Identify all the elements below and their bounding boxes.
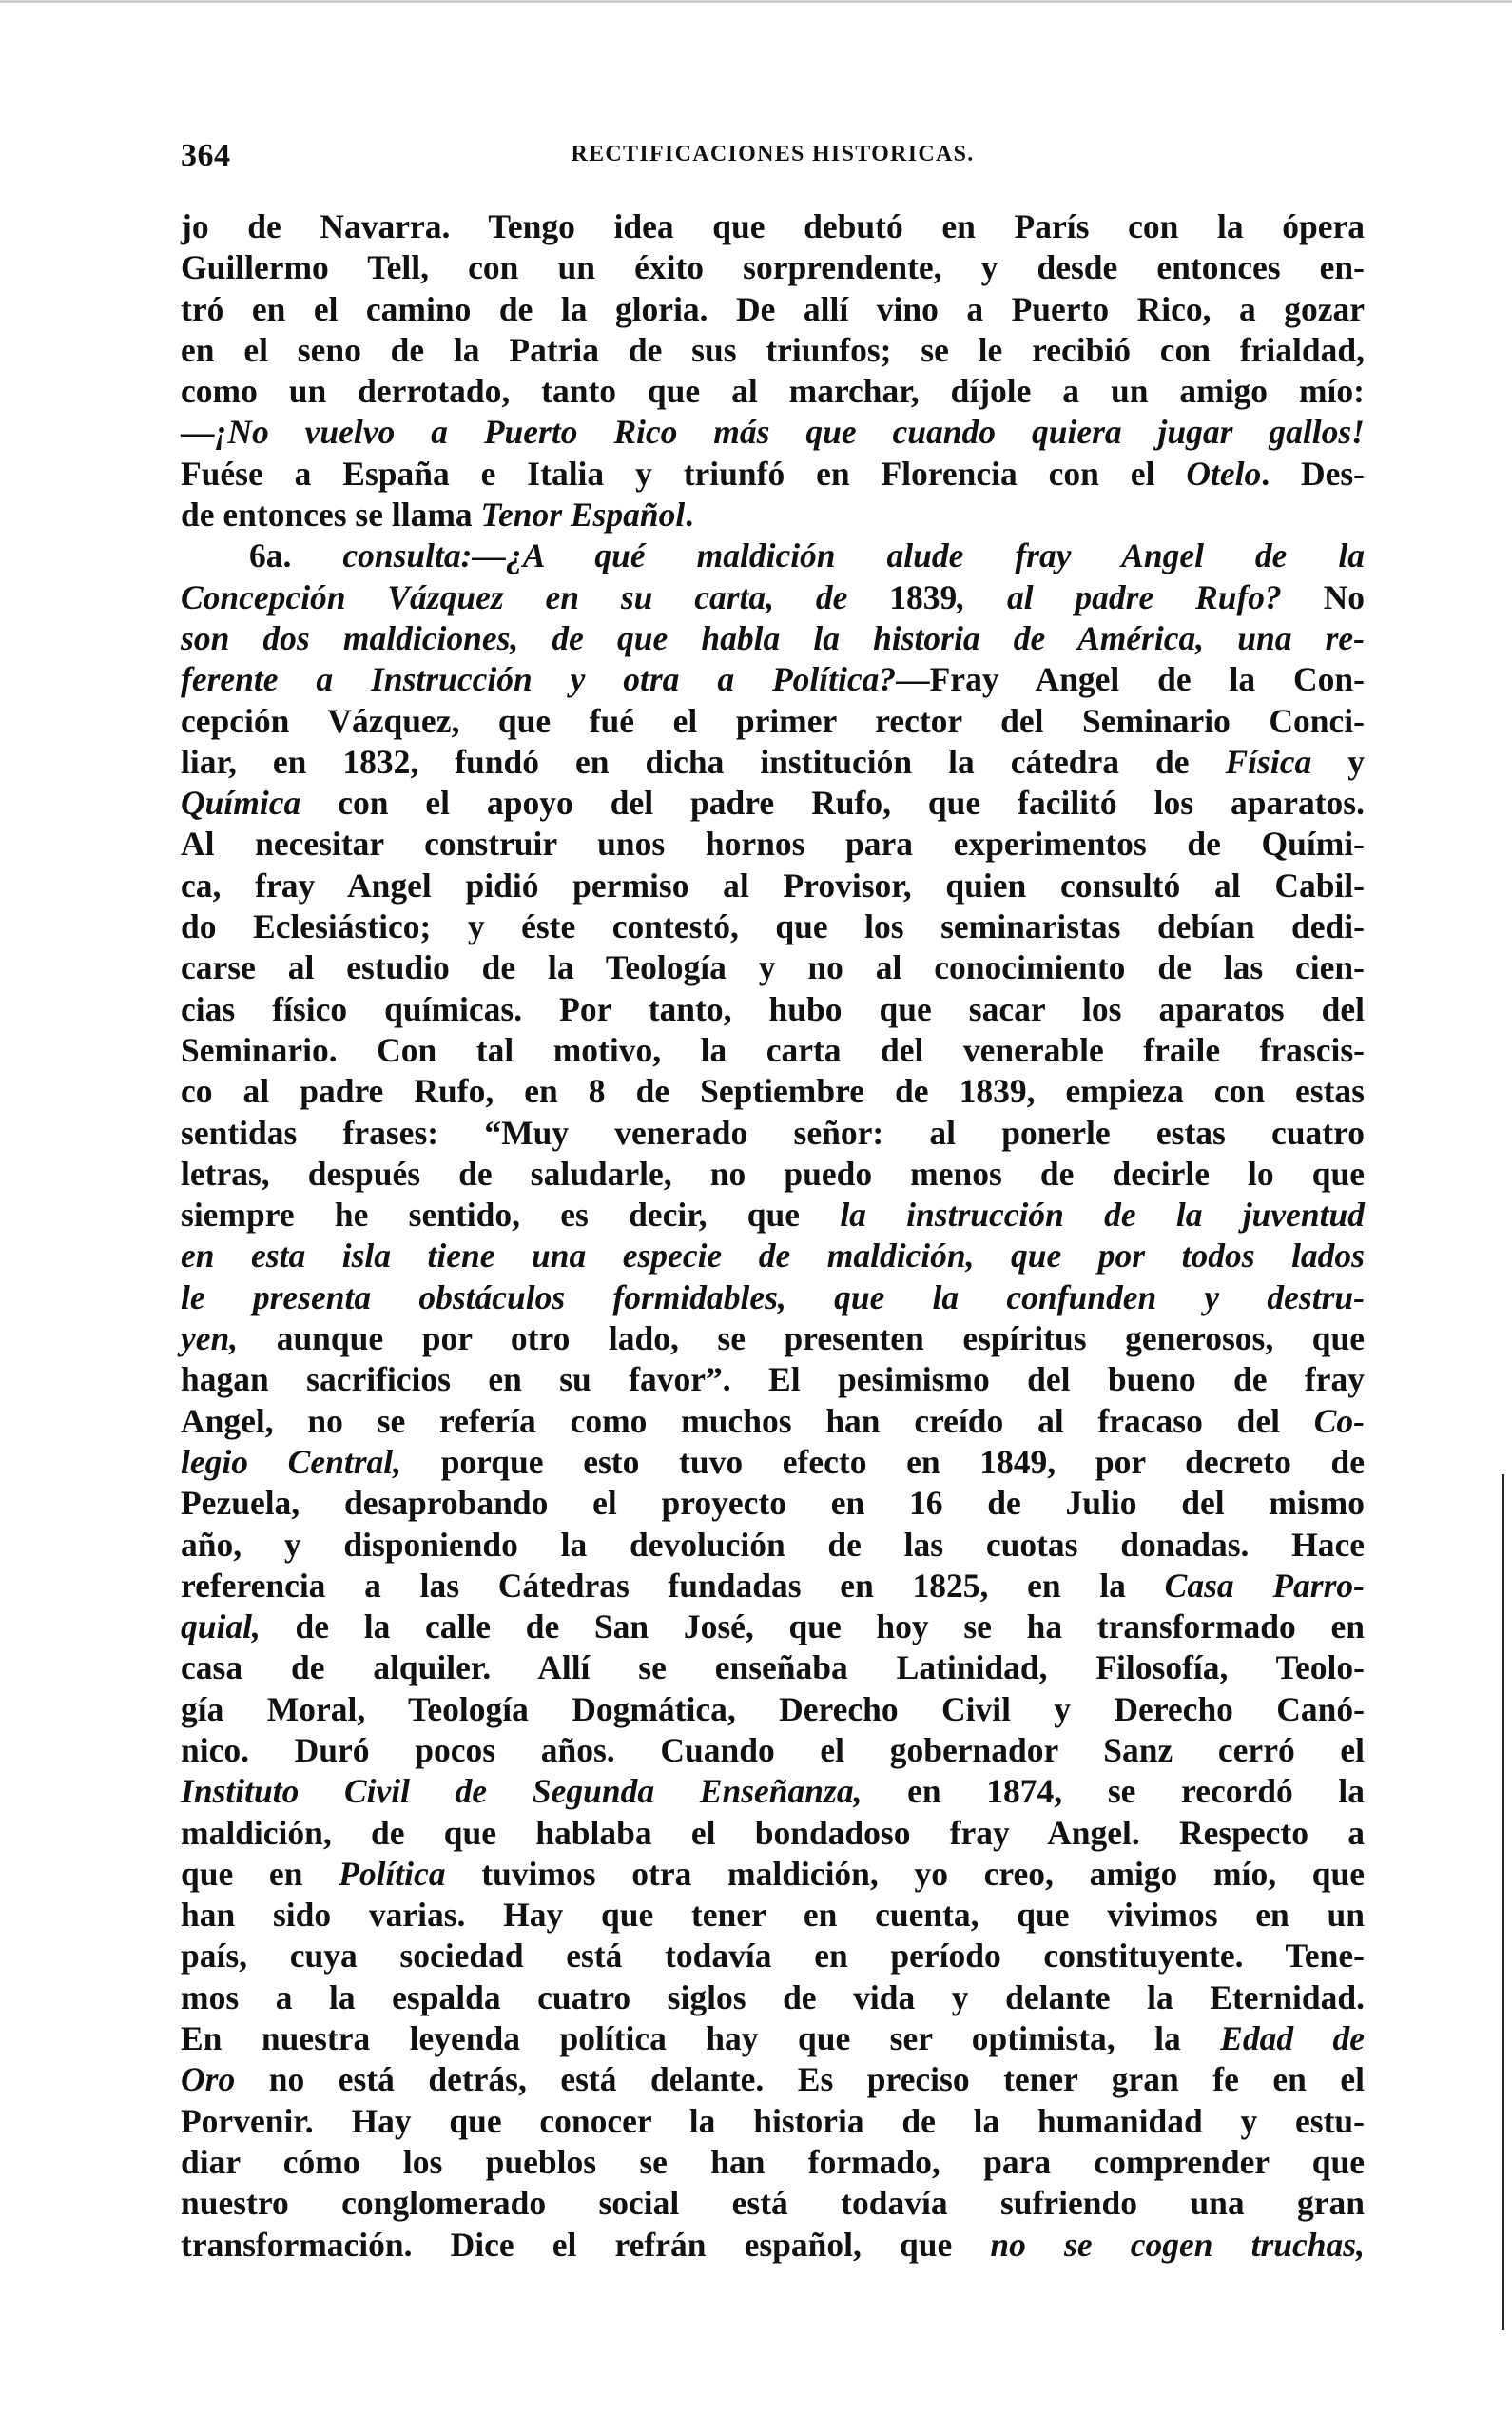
text-line: referencia a las Cátedras fundadas en 1825, en la Casa Parro-: [181, 1566, 1365, 1605]
text-line: han sido varias. Hay que tener en cuenta, que vivimos en un: [181, 1896, 1365, 1935]
text-line: Al necesitar construir unos hornos para experimentos de Quími-: [181, 825, 1365, 864]
text-line: jo de Navarra. Tengo idea que debutó en París con la ópera: [181, 207, 1365, 245]
text-line: Fuése a España e Italia y triunfó en Florencia con el Otelo. Des-: [181, 454, 1366, 493]
text-line: de entonces se llama Tenor Español.: [181, 496, 694, 535]
text-line: do Eclesiástico; y éste contestó, que los seminaristas debían dedi-: [181, 907, 1365, 946]
text-line: transformación. Dice el refrán español, que no se cogen truchas,: [181, 2225, 1365, 2264]
text-line: En nuestra leyenda política hay que ser optimista, la Edad de: [181, 2019, 1366, 2058]
text-line: país, cuya sociedad está todavía en período constituyente. Tene-: [181, 1937, 1365, 1976]
text-line: en el seno de la Patria de sus triunfos; se le recibió con frialdad,: [181, 330, 1365, 369]
text-line: quial, de la calle de San José, que hoy se ha transformado en: [181, 1607, 1365, 1646]
text-line: mos a la espalda cuatro siglos de vida y delante la Eternidad.: [181, 1977, 1365, 2016]
text-line: nico. Duró pocos años. Cuando el gobernador Sanz cerró el: [181, 1730, 1365, 1769]
text-line: casa de alquiler. Allí se enseñaba Latinidad, Filosofía, Teolo-: [181, 1648, 1365, 1687]
text-line: legio Central, porque esto tuvo efecto en 1849, por decreto de: [181, 1442, 1365, 1481]
text-line: 6a. consulta:—¿A qué maldición alude fray Angel de la: [249, 536, 1365, 575]
text-line: Pezuela, desaprobando el proyecto en 16 de Julio del mismo: [181, 1484, 1365, 1523]
running-head: RECTIFICACIONES HISTORICAS.: [571, 142, 975, 166]
text-line: cias físico químicas. Por tanto, hubo que sacar los aparatos del: [181, 989, 1365, 1028]
text-line: gía Moral, Teología Dogmática, Derecho Civil y Derecho Canó-: [181, 1689, 1365, 1728]
text-line: Instituto Civil de Segunda Enseñanza, en 1874, se recordó la: [181, 1772, 1365, 1811]
text-line: nuestro conglomerado social está todavía sufriendo una gran: [181, 2184, 1365, 2223]
text-line: Seminario. Con tal motivo, la carta del venerable fraile frascis-: [181, 1030, 1365, 1069]
text-line: hagan sacrificios en su favor”. El pesimismo del bueno de fray: [181, 1360, 1365, 1399]
text-line: Guillermo Tell, con un éxito sorprendente, y desde entonces en-: [181, 248, 1365, 287]
text-line: son dos maldiciones, de que habla la historia de América, una re-: [181, 618, 1365, 657]
page-top-edge: [0, 0, 1512, 3]
text-line: Química con el apoyo del padre Rufo, que facilitó los aparatos.: [181, 784, 1365, 823]
text-line: en esta isla tiene una especie de maldición, que por todos lados: [181, 1236, 1365, 1275]
text-line: siempre he sentido, es decir, que la instrucción de la juventud: [181, 1196, 1365, 1235]
text-line: tró en el camino de la gloria. De allí vino a Puerto Rico, a gozar: [181, 289, 1365, 328]
text-line: Concepción Vázquez en su carta, de 1839, al padre Rufo? No: [181, 577, 1366, 616]
text-line: —¡No vuelvo a Puerto Rico más que cuando quiera jugar gallos!: [181, 413, 1365, 452]
text-line: que en Política tuvimos otra maldición, yo creo, amigo mío, que: [181, 1854, 1365, 1893]
page-number: 364: [181, 138, 231, 173]
text-line: maldición, de que hablaba el bondadoso fray Angel. Respecto a: [181, 1813, 1365, 1852]
text-line: ca, fray Angel pidió permiso al Provisor, quien consultó al Cabil-: [181, 866, 1365, 905]
text-line: sentidas frases: “Muy venerado señor: al ponerle estas cuatro: [181, 1113, 1365, 1152]
text-line: como un derrotado, tanto que al marchar, díjole a un amigo mío:: [181, 372, 1365, 411]
text-line: carse al estudio de la Teología y no al conocimiento de las cien-: [181, 948, 1365, 987]
text-line: cepción Vázquez, que fué el primer rector del Seminario Conci-: [181, 701, 1365, 740]
text-line: letras, después de saludarle, no puedo menos de decirle lo que: [181, 1154, 1365, 1193]
text-line: Porvenir. Hay que conocer la historia de la humanidad y estu-: [181, 2101, 1365, 2140]
page-header: [181, 138, 1365, 176]
page-edge-line: [1502, 1474, 1504, 2330]
text-line: co al padre Rufo, en 8 de Septiembre de 1839, empieza con estas: [181, 1072, 1365, 1111]
text-line: le presenta obstáculos formidables, que la confunden y destru-: [181, 1277, 1365, 1316]
text-line: yen, aunque por otro lado, se presenten espíritus generosos, que: [181, 1319, 1365, 1358]
text-line: liar, en 1832, fundó en dicha institución la cátedra de Física y: [181, 742, 1365, 781]
body-text: [181, 206, 1365, 2266]
text-line: ferente a Instrucción y otra a Política?—Fray Angel de la Con-: [181, 660, 1365, 699]
text-line: diar cómo los pueblos se han formado, para comprender que: [181, 2142, 1365, 2181]
text-line: Angel, no se refería como muchos han creído al fracaso del Co-: [181, 1401, 1365, 1440]
text-line: año, y disponiendo la devolución de las cuotas donadas. Hace: [181, 1525, 1365, 1564]
text-line: Oro no está detrás, está delante. Es preciso tener gran fe en el: [181, 2060, 1365, 2099]
